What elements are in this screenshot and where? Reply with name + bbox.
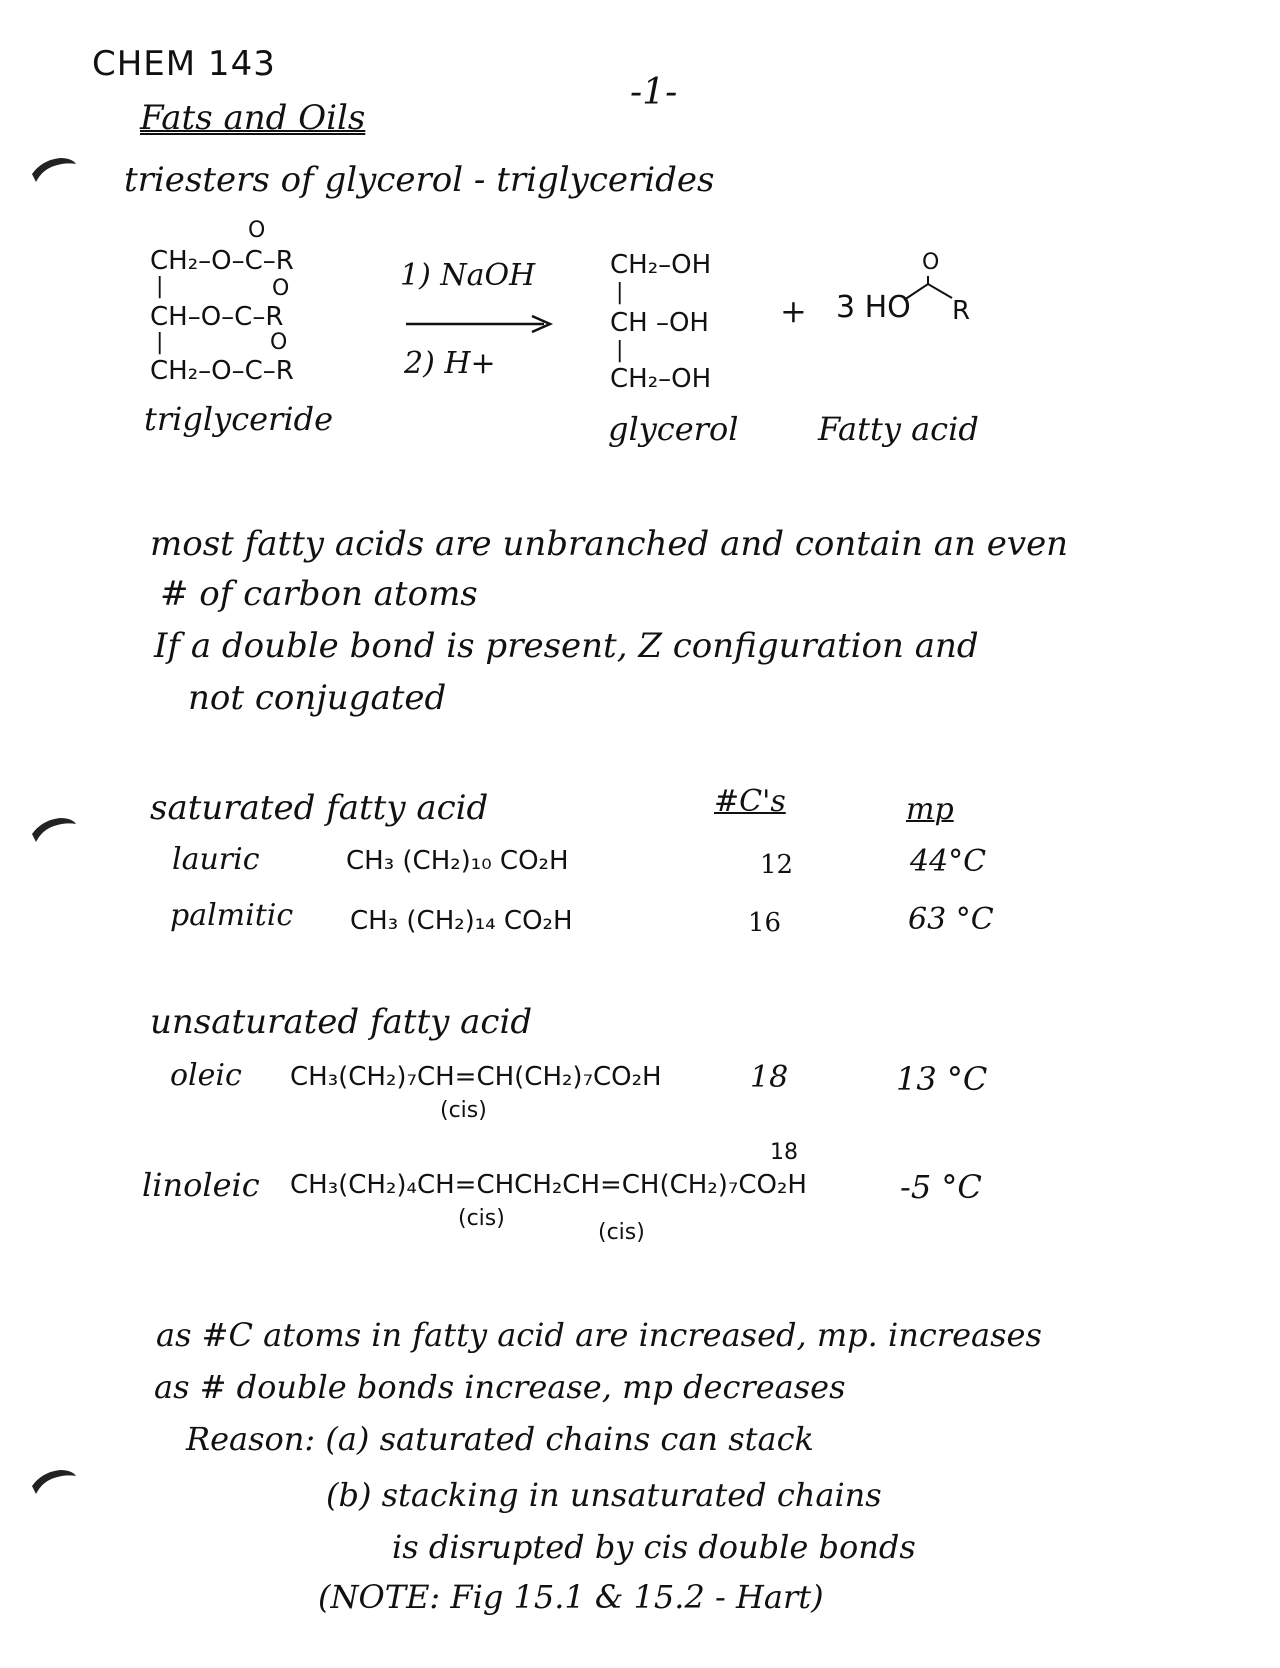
carbonyl-oxygen-1: O: [248, 218, 266, 243]
column-header-carbons: #C's: [714, 784, 786, 819]
page-number: -1-: [630, 72, 678, 113]
section-subtitle: triesters of glycerol - triglycerides: [124, 160, 715, 200]
glycerol-line-2: CH –OH: [610, 308, 709, 338]
section-title: Fats and Oils: [140, 98, 366, 138]
unsaturated-heading: unsaturated fatty acid: [150, 1002, 533, 1042]
glycerol-line-3: CH₂–OH: [610, 364, 712, 394]
course-title: CHEM 143: [92, 44, 276, 84]
carbon-marker: 18: [770, 1140, 798, 1165]
conclusion-note: (NOTE: Fig 15.1 & 15.2 - Hart): [318, 1578, 824, 1616]
fatty-acid-carbonyl-oxygen: O: [922, 250, 940, 275]
bond-line-1: |: [156, 274, 164, 299]
fatty-acid-label: Fatty acid: [818, 410, 979, 448]
hole-punch-mark-bottom: [30, 1464, 80, 1504]
column-header-mp: mp: [906, 792, 954, 827]
fatty-acid-r-group: R: [952, 296, 971, 326]
carbon-count: 16: [748, 908, 782, 938]
melting-point: 13 °C: [896, 1060, 988, 1098]
triglyceride-line-3: CH₂–O–C–R: [150, 356, 294, 386]
melting-point: 63 °C: [908, 902, 994, 937]
fatty-acid-name: palmitic: [170, 898, 294, 933]
glycerol-label: glycerol: [608, 410, 739, 448]
triglyceride-line-1: CH₂–O–C–R: [150, 246, 294, 276]
note-line-3: If a double bond is present, Z configuration and: [154, 626, 979, 666]
fatty-acid-name: lauric: [172, 842, 260, 877]
plus-sign: +: [780, 292, 807, 330]
cis-label: (cis): [440, 1098, 487, 1123]
note-line-4: not conjugated: [188, 678, 447, 718]
hole-punch-mark-top: [30, 152, 80, 192]
saturated-heading: saturated fatty acid: [150, 788, 489, 828]
reaction-arrow-icon: [404, 312, 554, 336]
hole-punch-mark-middle: [30, 812, 80, 852]
conclusion-line-5: is disrupted by cis double bonds: [392, 1528, 916, 1566]
fatty-acid-name: linoleic: [142, 1166, 260, 1204]
carbon-count: 18: [750, 1060, 789, 1095]
fatty-acid-formula: CH₃ (CH₂)₁₄ CO₂H: [350, 906, 573, 936]
triglyceride-label: triglyceride: [144, 400, 333, 438]
fatty-acid-formula: CH₃ (CH₂)₁₀ CO₂H: [346, 846, 569, 876]
conclusion-line-1: as #C atoms in fatty acid are increased, mp. increases: [156, 1316, 1042, 1354]
cis-label-2: (cis): [598, 1220, 645, 1245]
conclusion-line-3: Reason: (a) saturated chains can stack: [186, 1420, 814, 1458]
carbonyl-oxygen-2: O: [272, 276, 290, 301]
glycerol-line-1: CH₂–OH: [610, 250, 712, 280]
conclusion-line-2: as # double bonds increase, mp decreases: [154, 1368, 846, 1406]
glycerol-bond-2: |: [616, 338, 624, 363]
melting-point: 44°C: [910, 844, 987, 879]
fatty-acid-name: oleic: [170, 1058, 242, 1093]
fatty-acid-skeleton-icon: [902, 276, 958, 306]
triglyceride-line-2: CH–O–C–R: [150, 302, 284, 332]
glycerol-bond-1: |: [616, 280, 624, 305]
conclusion-line-4: (b) stacking in unsaturated chains: [326, 1476, 882, 1514]
carbon-count: 12: [760, 850, 794, 880]
fatty-acid-formula: 3 HO: [836, 290, 911, 325]
carbonyl-oxygen-3: O: [270, 330, 288, 355]
note-line-1: most fatty acids are unbranched and contain an even: [150, 524, 1069, 564]
note-line-2: # of carbon atoms: [160, 574, 478, 614]
reaction-step-2: 2) H+: [404, 346, 496, 381]
reaction-step-1: 1) NaOH: [400, 258, 536, 293]
cis-label-1: (cis): [458, 1206, 505, 1231]
fatty-acid-formula: CH₃(CH₂)₄CH=CHCH₂CH=CH(CH₂)₇CO₂H: [290, 1170, 807, 1200]
bond-line-2: |: [156, 330, 164, 355]
melting-point: -5 °C: [900, 1168, 982, 1206]
fatty-acid-formula: CH₃(CH₂)₇CH=CH(CH₂)₇CO₂H: [290, 1062, 662, 1092]
